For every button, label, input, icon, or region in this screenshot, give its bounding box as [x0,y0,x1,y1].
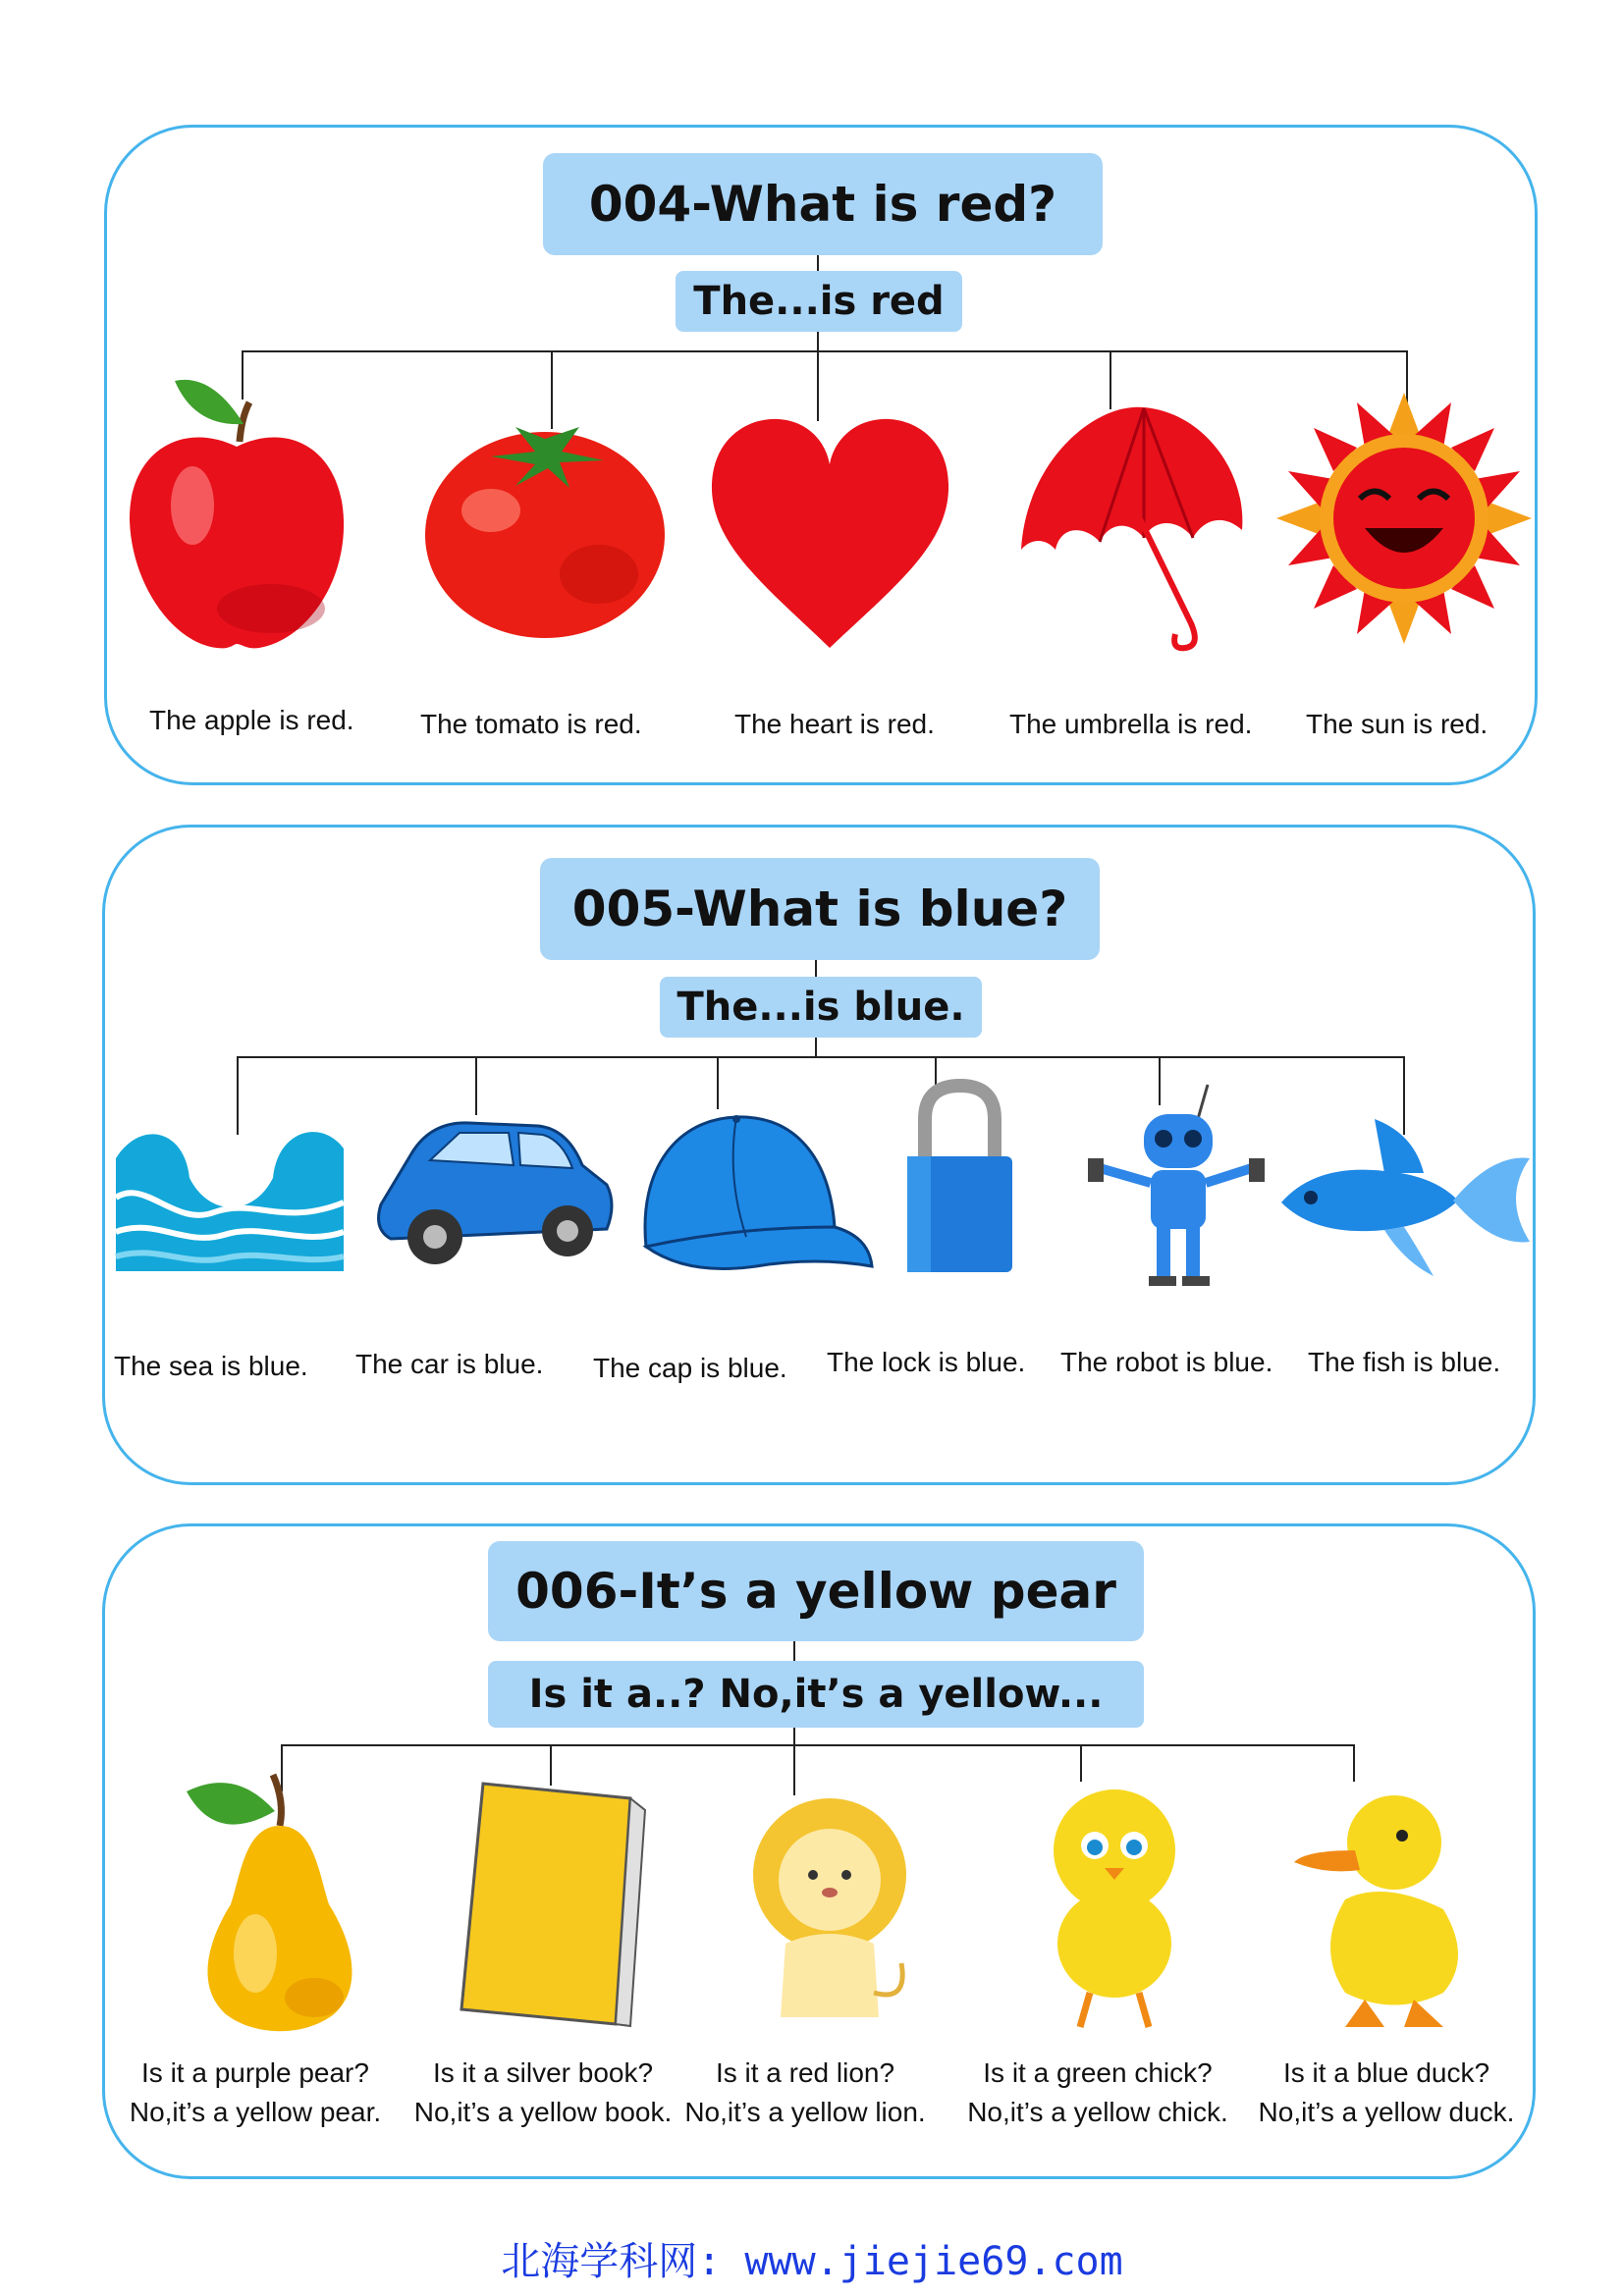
caption-car: The car is blue. [355,1349,544,1379]
section-red-pattern: The...is red [676,271,962,332]
tree-line [815,960,817,977]
tree-line [1080,1744,1082,1782]
tree-line [793,1728,795,1745]
tree-line [237,1056,1405,1058]
caption-book [401,2054,685,2132]
apple-picture [124,373,350,658]
fish-picture [1276,1114,1532,1281]
tree-line [1110,350,1111,409]
caption-answer: No,it’s a yellow pear. [129,2097,382,2127]
tree-line [817,255,819,271]
caption-pear [113,2054,398,2132]
cap-picture [638,1109,874,1286]
car-picture [371,1111,617,1278]
caption-sun: The sun is red. [1306,709,1489,739]
section-red-title: 004-What is red? [543,153,1103,255]
tree-line [1353,1744,1355,1782]
sun-picture [1276,393,1532,643]
chick-picture [1041,1782,1188,2032]
section-yellow-title: 006-It’s a yellow pear [488,1541,1144,1641]
caption-robot: The robot is blue. [1060,1347,1273,1377]
umbrella-picture [1016,402,1247,653]
caption-fish: The fish is blue. [1308,1347,1501,1377]
caption-duck [1239,2054,1534,2132]
tree-line [242,350,1408,352]
book-picture [454,1779,650,2029]
caption-answer: No,it’s a yellow lion. [684,2097,926,2127]
tree-line [815,1038,817,1057]
caption-umbrella: The umbrella is red. [1009,709,1253,739]
caption-sea: The sea is blue. [114,1351,308,1381]
heart-picture [710,417,950,653]
caption-answer: No,it’s a yellow book. [413,2097,673,2127]
tree-line [717,1056,719,1109]
duck-picture [1286,1782,1473,2037]
tree-line [793,1641,795,1661]
section-blue-pattern: The...is blue. [660,977,982,1038]
lion-picture [727,1796,933,2027]
caption-lock: The lock is blue. [827,1347,1026,1377]
caption-cap: The cap is blue. [593,1353,787,1383]
tree-line [817,332,819,351]
section-blue-title: 005-What is blue? [540,858,1100,960]
caption-question: Is it a green chick? [983,2057,1213,2088]
tree-line [281,1744,1355,1746]
robot-picture [1080,1080,1272,1291]
caption-chick [950,2054,1245,2132]
pear-picture [177,1767,383,2032]
tree-line [817,350,819,421]
caption-answer: No,it’s a yellow duck. [1258,2097,1515,2127]
footer-website[interactable]: 北海学科网: www.jiejie69.com [501,2239,1123,2284]
caption-answer: No,it’s a yellow chick. [967,2097,1228,2127]
lock-picture [903,1080,1016,1276]
sea-picture [116,1119,344,1271]
caption-question: Is it a red lion? [715,2057,895,2088]
tree-line [793,1744,795,1795]
caption-apple: The apple is red. [149,705,354,735]
caption-heart: The heart is red. [734,709,935,739]
caption-lion [658,2054,952,2132]
caption-question: Is it a blue duck? [1282,2057,1490,2088]
caption-tomato: The tomato is red. [420,709,642,739]
section-yellow-pattern: Is it a..? No,it’s a yellow... [488,1661,1144,1728]
tree-line [475,1056,477,1115]
tomato-picture [422,417,668,643]
caption-question: Is it a purple pear? [141,2057,369,2088]
caption-question: Is it a silver book? [432,2057,654,2088]
